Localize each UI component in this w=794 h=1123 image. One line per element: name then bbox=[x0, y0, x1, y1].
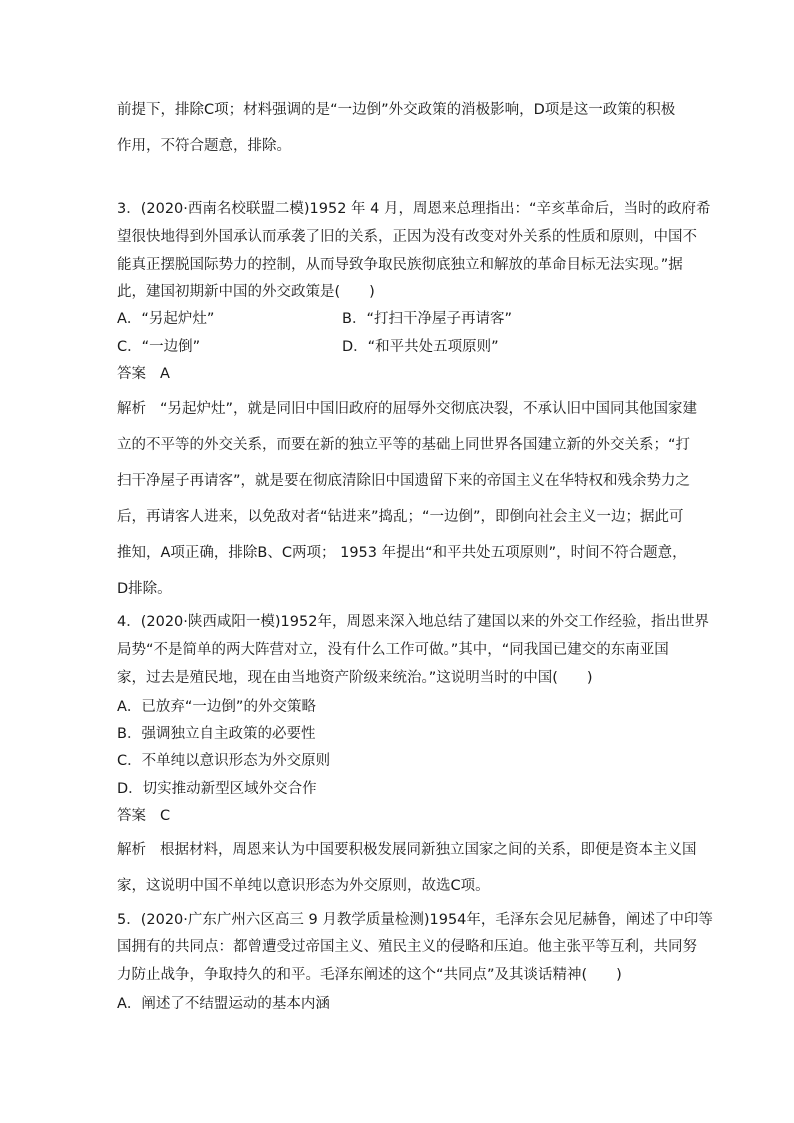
q4-option-a: A．已放弃“一边倒”的外交策略 bbox=[117, 699, 316, 715]
q4-analysis-line: 家，这说明中国不单纯以意识形态为外交原则，故选C项。 bbox=[117, 878, 490, 894]
q5-option-a: A．阐述了不结盟运动的基本内涵 bbox=[117, 996, 330, 1012]
q3-analysis-label: 解析 bbox=[117, 401, 146, 417]
q3-analysis-line: 扫干净屋子再请客”，就是要在彻底清除旧中国遗留下来的帝国主义在华特权和残余势力之 bbox=[117, 473, 691, 489]
q3-option-c: C．“一边倒” bbox=[117, 339, 201, 355]
q4-stem-line: 局势“不是简单的两大阵营对立，没有什么工作可做。”其中，“同我国已建交的东南亚国 bbox=[117, 642, 669, 658]
q4-answer-label: 答案 bbox=[117, 808, 146, 824]
q4-stem-line: 家，过去是殖民地，现在由当地资产阶级来统治。”这说明当时的中国( ) bbox=[117, 670, 593, 686]
q3-stem-line: 望很快地得到外国承认而承袭了旧的关系，正因为没有改变对外关系的性质和原则，中国不 bbox=[117, 229, 697, 245]
q4-analysis-line: 根据材料，周恩来认为中国要积极发展同新独立国家之间的关系，即便是资本主义国 bbox=[160, 842, 697, 858]
q3-stem-line: 3．(2020·西南名校联盟二模)1952 年 4 月，周恩来总理指出：“辛亥革命后，当时的政府希 bbox=[117, 201, 711, 217]
q4-option-d: D．切实推动新型区域外交合作 bbox=[117, 781, 317, 797]
q5-stem-line: 国拥有的共同点：都曾遭受过帝国主义、殖民主义的侵略和压迫。他主张平等互利，共同努 bbox=[117, 939, 697, 955]
intro-line: 前提下，排除C项；材料强调的是“一边倒”外交政策的消极影响，D项是这一政策的积极 bbox=[117, 102, 676, 118]
q3-stem-line: 此，建国初期新中国的外交政策是( ) bbox=[117, 284, 375, 300]
q3-option-a: A．“另起炉灶” bbox=[117, 311, 215, 327]
q5-stem-line: 力防止战争，争取持久的和平。毛泽东阐述的这个“共同点”及其谈话精神( ) bbox=[117, 967, 622, 983]
q3-answer-label: 答案 bbox=[117, 366, 146, 382]
q3-option-d: D．“和平共处五项原则” bbox=[342, 339, 499, 355]
q3-analysis-line: “另起炉灶”，就是同旧中国旧政府的屈辱外交彻底决裂，不承认旧中国同其他国家建 bbox=[160, 401, 698, 417]
q4-analysis-label: 解析 bbox=[117, 842, 146, 858]
q4-option-b: B．强调独立自主政策的必要性 bbox=[117, 726, 316, 742]
q5-stem-line: 5．(2020·广东广州六区高三 9 月教学质量检测)1954年，毛泽东会见尼赫鲁，阐述了中印等 bbox=[117, 912, 713, 928]
q3-analysis-line: 立的不平等的外交关系，而要在新的独立平等的基础上同世界各国建立新的外交关系；“打 bbox=[117, 437, 691, 453]
q3-stem-line: 能真正摆脱国际势力的控制，从而导致争取民族彻底独立和解放的革命目标无法实现。”据 bbox=[117, 257, 683, 273]
q3-answer-value: A bbox=[160, 366, 170, 382]
q3-analysis-line: 后，再请客人进来，以免敌对者“钻进来”捣乱；“一边倒”，即倒向社会主义一边；据此可 bbox=[117, 509, 684, 525]
q3-analysis-line: D排除。 bbox=[117, 581, 172, 597]
q3-option-b: B．“打扫干净屋子再请客” bbox=[342, 311, 512, 327]
q4-option-c: C．不单纯以意识形态为外交原则 bbox=[117, 753, 331, 769]
q4-stem-line: 4．(2020·陕西咸阳一模)1952年，周恩来深入地总结了建国以来的外交工作经验，指出世界 bbox=[117, 614, 709, 630]
q3-analysis-line: 推知，A项正确，排除B、C两项； 1953 年提出“和平共处五项原则”，时间不符合题意， bbox=[117, 545, 687, 561]
intro-line: 作用，不符合题意，排除。 bbox=[117, 138, 291, 154]
q4-answer-value: C bbox=[160, 808, 171, 824]
